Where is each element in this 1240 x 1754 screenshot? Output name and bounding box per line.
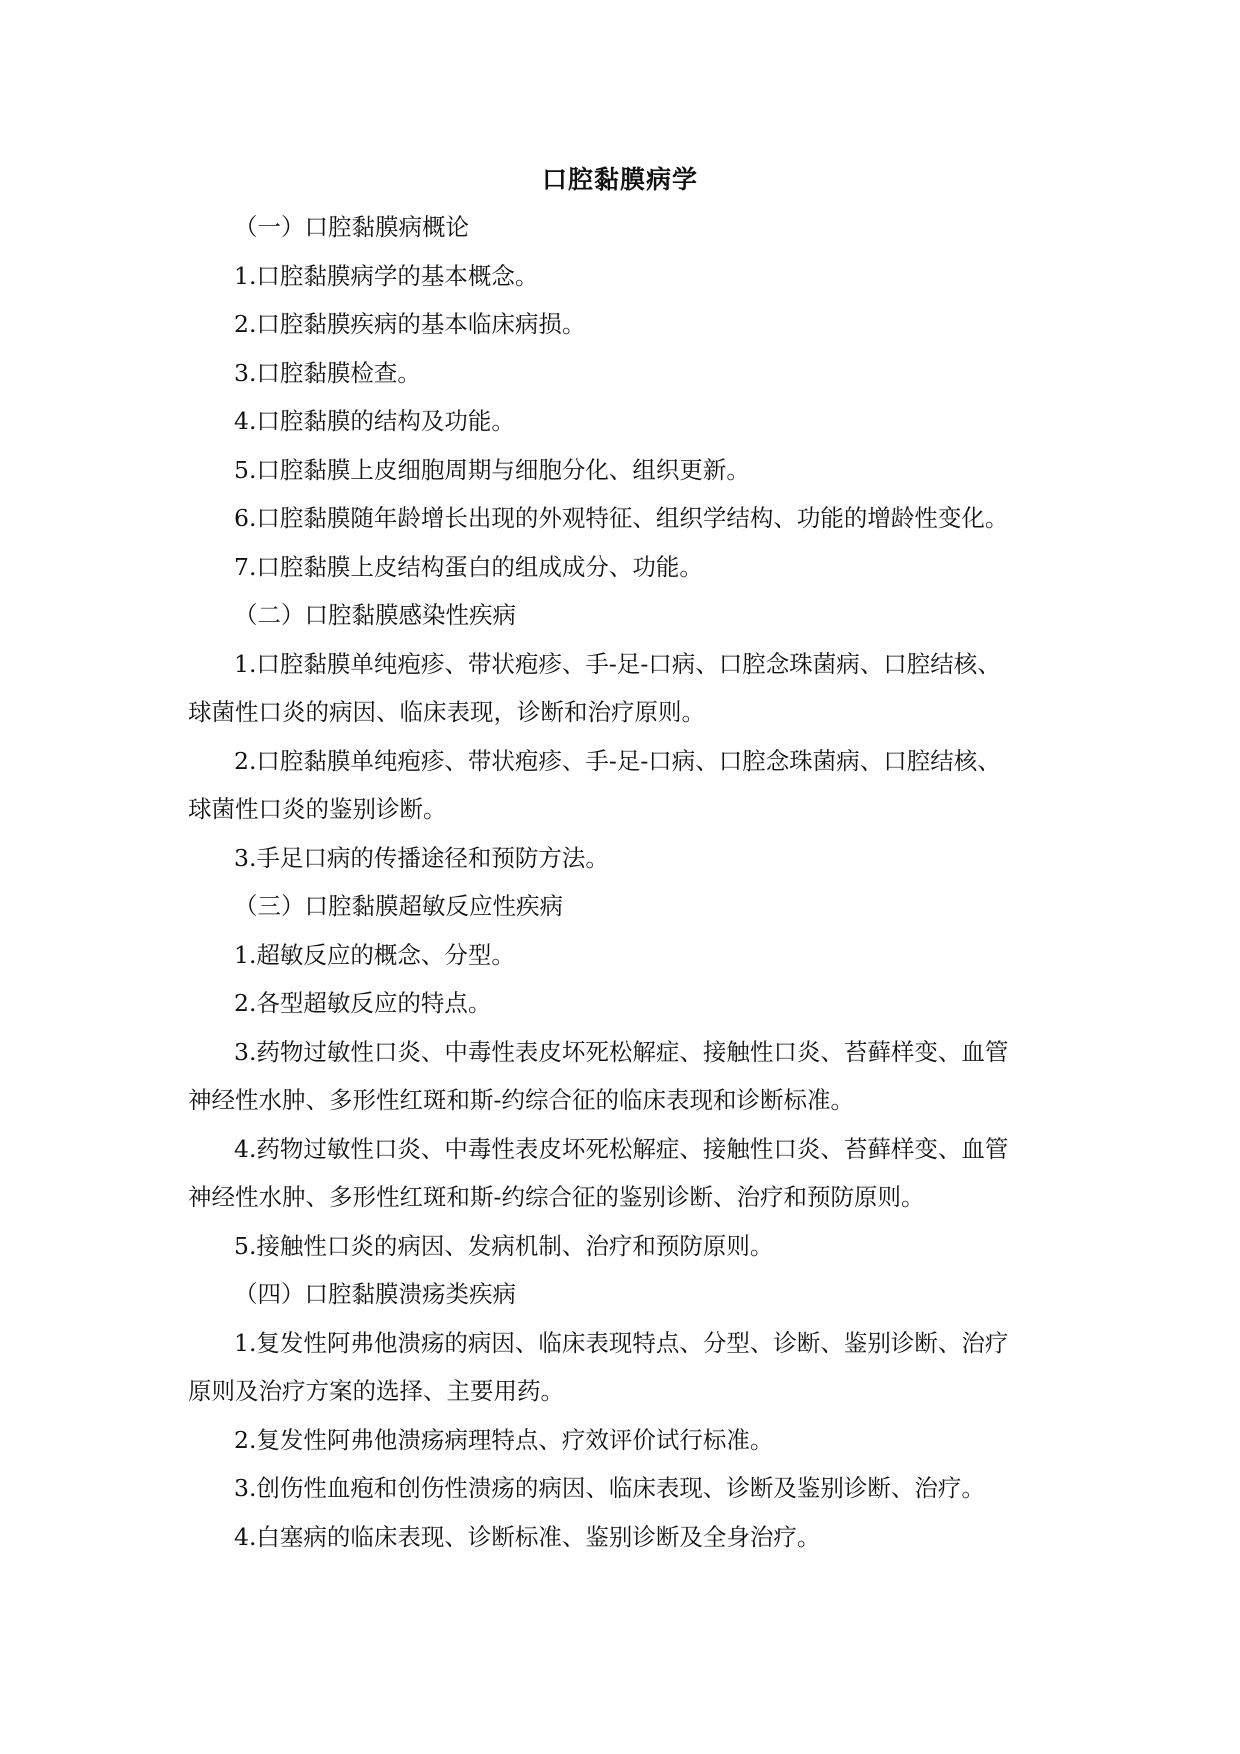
list-item: 6.口腔黏膜随年龄增长出现的外观特征、组织学结构、功能的增龄性变化。: [234, 504, 1009, 532]
list-item: 3.口腔黏膜检查。: [234, 358, 421, 387]
list-item: 1.口腔黏膜病学的基本概念。: [234, 261, 539, 290]
list-item: 原则及治疗方案的选择、主要用药。: [188, 1377, 564, 1405]
list-item: 2.口腔黏膜疾病的基本临床病损。: [234, 310, 586, 338]
list-item: 7.口腔黏膜上皮结构蛋白的组成成分、功能。: [234, 552, 703, 581]
section-heading: （二）口腔黏膜感染性疾病: [234, 601, 516, 629]
list-item: 5.接触性口炎的病因、发病机制、治疗和预防原则。: [234, 1231, 774, 1260]
page-title: 口腔黏膜病学: [541, 165, 698, 194]
section-heading: （一）口腔黏膜病概论: [234, 213, 469, 241]
document-body: [188, 203, 1058, 1561]
list-item: 1.复发性阿弗他溃疡的病因、临床表现特点、分型、诊断、鉴别诊断、治疗: [234, 1328, 1009, 1357]
list-item: 4.白塞病的临床表现、诊断标准、鉴别诊断及全身治疗。: [234, 1522, 821, 1551]
list-item: 2.各型超敏反应的特点。: [234, 989, 492, 1017]
list-item: 2.口腔黏膜单纯疱疹、带状疱疹、手-足-口病、口腔念珠菌病、口腔结核、: [234, 746, 1001, 775]
list-item: 3.药物过敏性口炎、中毒性表皮坏死松解症、接触性口炎、苔藓样变、血管: [234, 1037, 1009, 1066]
list-item: 2.复发性阿弗他溃疡病理特点、疗效评价试行标准。: [234, 1425, 774, 1454]
section-heading: （四）口腔黏膜溃疡类疾病: [234, 1280, 516, 1308]
list-item: 1.口腔黏膜单纯疱疹、带状疱疹、手-足-口病、口腔念珠菌病、口腔结核、: [234, 649, 1001, 678]
list-item: 3.创伤性血疱和创伤性溃疡的病因、临床表现、诊断及鉴别诊断、治疗。: [234, 1474, 985, 1502]
list-item: 4.药物过敏性口炎、中毒性表皮坏死松解症、接触性口炎、苔藓样变、血管: [234, 1134, 1009, 1163]
list-item: 1.超敏反应的概念、分型。: [234, 940, 515, 969]
list-item: 球菌性口炎的病因、临床表现，诊断和治疗原则。: [188, 698, 705, 726]
list-item: 3.手足口病的传播途径和预防方法。: [234, 843, 609, 872]
list-item: 神经性水肿、多形性红斑和斯-约综合征的鉴别诊断、治疗和预防原则。: [188, 1183, 925, 1211]
list-item: 5.口腔黏膜上皮细胞周期与细胞分化、组织更新。: [234, 455, 750, 484]
list-item: 球菌性口炎的鉴别诊断。: [188, 795, 447, 823]
list-item: 4.口腔黏膜的结构及功能。: [234, 407, 515, 435]
section-heading: （三）口腔黏膜超敏反应性疾病: [234, 892, 563, 920]
list-item: 神经性水肿、多形性红斑和斯-约综合征的临床表现和诊断标准。: [188, 1086, 854, 1114]
